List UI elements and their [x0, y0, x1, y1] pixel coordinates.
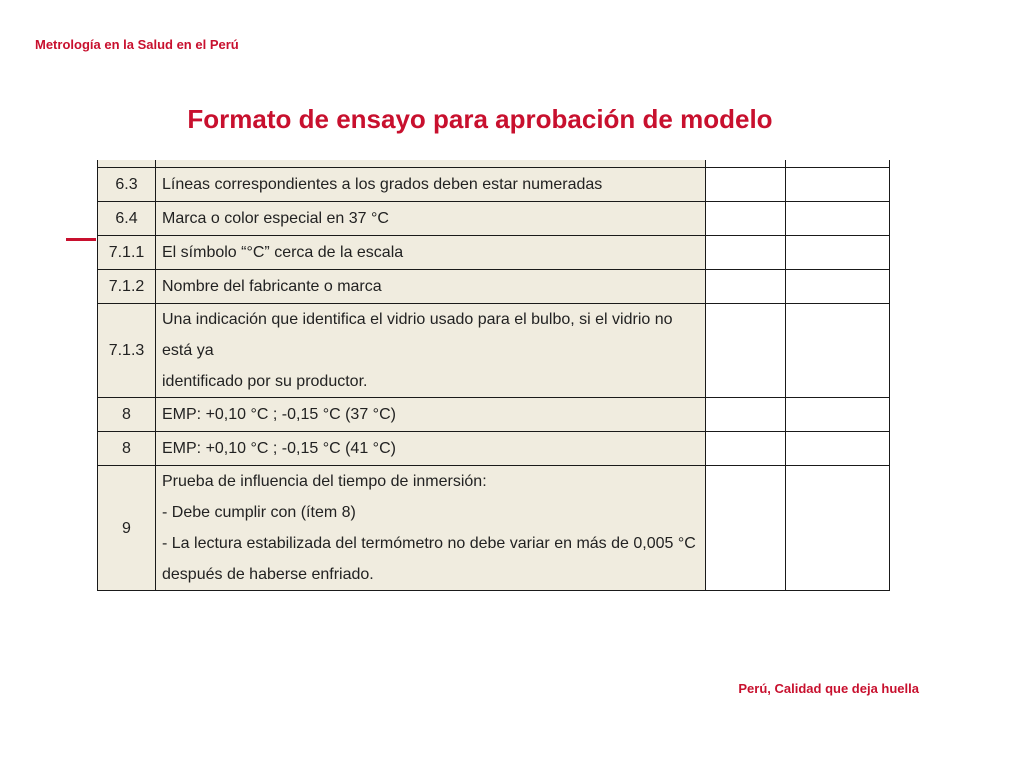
item-number: 6.4 — [98, 202, 156, 236]
item-description: EMP: +0,10 °C ; -0,15 °C (41 °C) — [156, 432, 706, 466]
header-text: Metrología en la Salud en el Perú — [35, 37, 239, 52]
observation-cell — [786, 236, 890, 270]
test-format-table — [97, 160, 889, 591]
item-description: El símbolo “°C” cerca de la escala — [156, 236, 706, 270]
item-description: Marca o color especial en 37 °C — [156, 202, 706, 236]
item-number: 7.1.3 — [98, 304, 156, 398]
item-description: Nombre del fabricante o marca — [156, 270, 706, 304]
result-cell — [706, 236, 786, 270]
table-top-stub-row — [98, 160, 890, 168]
observation-cell — [786, 466, 890, 591]
page-title: Formato de ensayo para aprobación de modelo — [187, 104, 773, 134]
result-cell — [706, 432, 786, 466]
item-number: 9 — [98, 466, 156, 591]
item-description: Prueba de influencia del tiempo de inmersión: - Debe cumplir con (ítem 8) - La lectura estabilizada del termómetro no debe variar en más de 0,005 °C después de haberse enfriado. — [156, 466, 706, 591]
item-description: Líneas correspondientes a los grados deben estar numeradas — [156, 168, 706, 202]
table-row — [98, 398, 890, 432]
item-number: 8 — [98, 432, 156, 466]
table-row — [98, 270, 890, 304]
item-description: EMP: +0,10 °C ; -0,15 °C (37 °C) — [156, 398, 706, 432]
table-row — [98, 202, 890, 236]
result-cell — [706, 466, 786, 591]
result-cell — [706, 270, 786, 304]
observation-cell — [786, 202, 890, 236]
observation-cell — [786, 398, 890, 432]
result-cell — [706, 168, 786, 202]
item-number: 7.1.2 — [98, 270, 156, 304]
result-cell — [706, 398, 786, 432]
observation-cell — [786, 432, 890, 466]
footer-text: Perú, Calidad que deja huella — [738, 681, 919, 696]
result-cell — [706, 202, 786, 236]
table-row — [98, 168, 890, 202]
observation-cell — [786, 168, 890, 202]
item-description: Una indicación que identifica el vidrio usado para el bulbo, si el vidrio no está ya identificado por su productor. — [156, 304, 706, 398]
table-row — [98, 432, 890, 466]
observation-cell — [786, 304, 890, 398]
item-number: 7.1.1 — [98, 236, 156, 270]
observation-cell — [786, 270, 890, 304]
result-cell — [706, 304, 786, 398]
item-number: 6.3 — [98, 168, 156, 202]
table-row — [98, 466, 890, 591]
red-dash-mark — [66, 238, 96, 241]
table-row — [98, 304, 890, 398]
item-number: 8 — [98, 398, 156, 432]
table-row — [98, 236, 890, 270]
